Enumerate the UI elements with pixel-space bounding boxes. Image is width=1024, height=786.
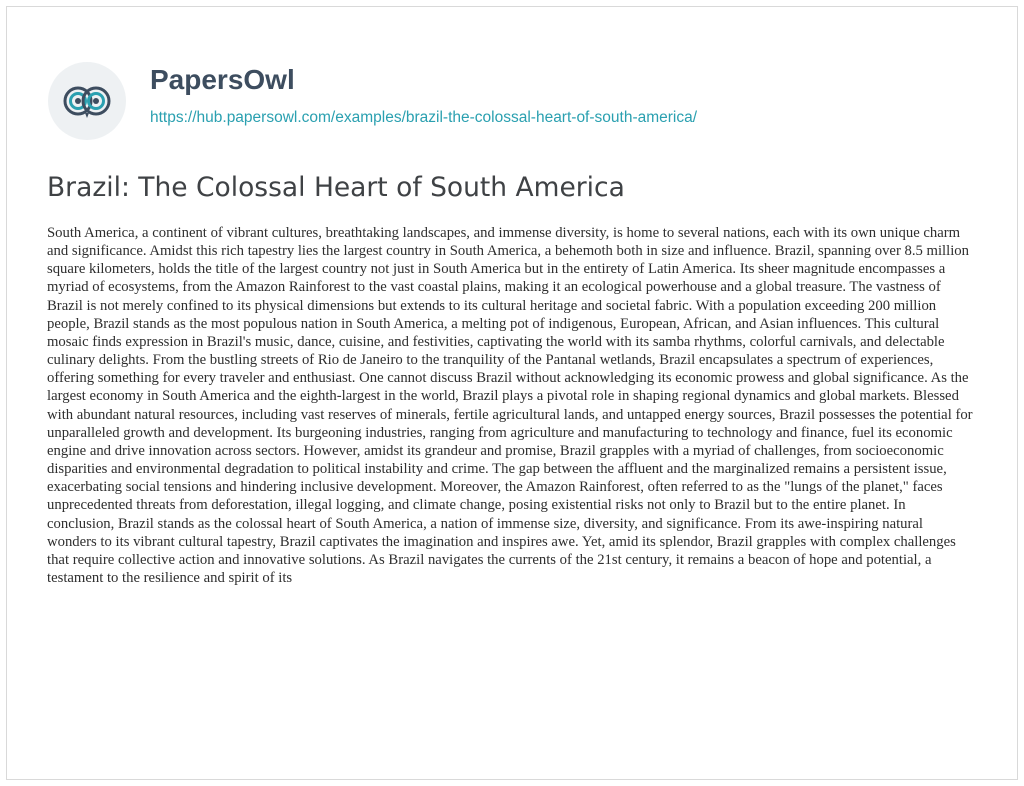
owl-eyes-icon bbox=[59, 73, 115, 129]
essay-body: South America, a continent of vibrant cultures, breathtaking landscapes, and immense diversity, is home to several nations, each with its own unique charm and significance. Amidst this rich tapestry lies the largest country in South America, a behemoth both in size and influence. Brazil, spanning over 8.5 million square kilometers, holds the title of the largest country not just in South America but in the entirety of Latin America. Its sheer magnitude encompasses a myriad of ecosystems, from the Amazon Rainforest to the vast coastal plains, making it an ecological powerhouse and a global treasure. The vastness of Brazil is not merely confined to its physical dimensions but extends to its cultural heritage and societal fabric. With a population exceeding 200 million people, Brazil stands as the most populous nation in South America, a melting pot of indigenous, European, African, and Asian influences. This cultural mosaic finds expression in Brazil's music, dance, cuisine, and festivities, captivating the world with its samba rhythms, colorful carnivals, and delectable culinary delights. From the bustling streets of Rio de Janeiro to the tranquility of the Pantanal wetlands, Brazil encapsulates a spectrum of experiences, offering something for every traveler and enthusiast. One cannot discuss Brazil without acknowledging its economic prowess and global significance. As the largest economy in South America and the eighth-largest in the world, Brazil plays a pivotal role in shaping regional dynamics and global markets. Blessed with abundant natural resources, including vast reserves of minerals, fertile agricultural lands, and untapped energy sources, Brazil possesses the potential for unparalleled growth and development. Its burgeoning industries, ranging from agriculture and manufacturing to technology and finance, fuel its economic engine and drive innovation across sectors. However, amidst its grandeur and promise, Brazil grapples with a myriad of challenges, from socioeconomic disparities and environmental degradation to political instability and crime. The gap between the affluent and the marginalized remains a persistent issue, exacerbating social tensions and hindering inclusive development. Moreover, the Amazon Rainforest, often referred to as the "lungs of the planet," faces unprecedented threats from deforestation, illegal logging, and climate change, posing existential risks not only to Brazil but to the entire planet. In conclusion, Brazil stands as the colossal heart of South America, a nation of immense size, diversity, and significance. From its awe-inspiring natural wonders to its vibrant cultural tapestry, Brazil captivates the imagination and inspires awe. Yet, amid its splendor, Brazil grapples with complex challenges that require collective action and innovative solutions. As Brazil navigates the currents of the 21st century, it remains a beacon of hope and potential, a testament to the resilience and spirit of its bbox=[47, 225, 973, 586]
logo[interactable] bbox=[48, 62, 126, 140]
essay-title: Brazil: The Colossal Heart of South America bbox=[47, 172, 625, 203]
source-url-link[interactable]: https://hub.papersowl.com/examples/brazil-the-colossal-heart-of-south-america/ bbox=[150, 109, 698, 126]
brand-block bbox=[150, 62, 697, 128]
brand-name[interactable]: PapersOwl bbox=[150, 64, 295, 95]
